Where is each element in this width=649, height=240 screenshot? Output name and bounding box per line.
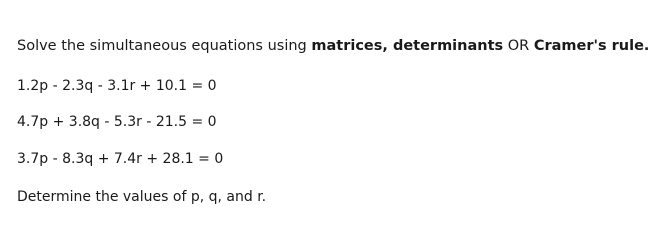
equation-2: 4.7p + 3.8q - 5.3r - 21.5 = 0	[17, 114, 217, 130]
equation-1: 1.2p - 2.3q - 3.1r + 10.1 = 0	[17, 78, 217, 94]
equation-3: 3.7p - 8.3q + 7.4r + 28.1 = 0	[17, 151, 224, 167]
instruction-text	[17, 37, 649, 55]
instruction-prefix: Solve the simultaneous equations using	[17, 38, 312, 54]
instruction-or: OR	[503, 38, 534, 54]
instruction-methods: matrices, determinants	[311, 38, 504, 54]
problem-document	[17, 0, 649, 232]
instruction-cramers-rule: Cramer's rule.	[533, 38, 649, 54]
question-text: Determine the values of p, q, and r.	[17, 189, 267, 205]
